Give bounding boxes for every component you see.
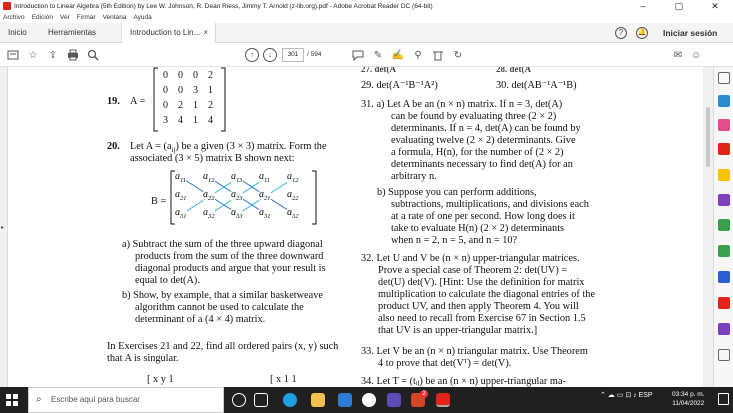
delete-icon[interactable] xyxy=(430,47,446,63)
maximize-button[interactable]: ▢ xyxy=(674,1,684,11)
matrix-b-entry: $a_{31}$ xyxy=(175,207,187,220)
more-tools-icon[interactable] xyxy=(718,349,730,361)
edit-pdf-icon[interactable] xyxy=(718,119,730,131)
tab-document-label: Introduction to Lin... xyxy=(130,28,201,37)
vertical-scrollbar[interactable] xyxy=(703,67,713,387)
comment-tool-icon[interactable] xyxy=(718,169,730,181)
matrix-b-entry: $a_{31}$ xyxy=(259,207,271,220)
cortana-icon[interactable] xyxy=(232,393,246,407)
matrix-b-entry: $a_{22}$ xyxy=(203,189,215,202)
export-pdf-icon[interactable] xyxy=(718,95,730,107)
exercise-32-line-7: that UV is an upper-triangular matrix.] xyxy=(378,325,538,336)
exercise-20b-line-1: b) Show, by example, that a similar basketweave xyxy=(122,290,323,301)
exercise-32-line-4: multiplication to calculate the diagonal entries of the xyxy=(378,289,596,300)
exercise-29: 29. det(A⁻¹B⁻¹A²) xyxy=(361,80,438,91)
exercise-20-text-2: associated (3 × 5) matrix B shown next: xyxy=(130,153,295,164)
right-tools-panel xyxy=(713,67,733,387)
exercise-34-line-1: 34. Let T = (tᵢⱼ) be an (n × n) upper-triangular ma- xyxy=(361,376,566,387)
exercise-31b-line-1: b) Suppose you can perform additions, xyxy=(377,187,537,198)
exercise-33-line-2: 4 to prove that det(Vᵀ) = det(V). xyxy=(378,358,512,369)
menu-ver[interactable]: Ver xyxy=(60,14,70,21)
exercise-21-matrix-start: [ x y 1 xyxy=(147,374,174,385)
create-pdf-tool-icon[interactable] xyxy=(718,143,730,155)
file-explorer-icon[interactable] xyxy=(311,393,325,407)
taskbar-clock[interactable]: 03:34 p. m. 11/04/2022 xyxy=(672,391,705,407)
matrix-b-entry: $a_{11}$ xyxy=(259,171,271,184)
matrix-19-entry: 0 xyxy=(178,70,183,81)
matrix-19-entry: 1 xyxy=(193,100,198,111)
menu-firmar[interactable]: Firmar xyxy=(76,14,96,21)
toolbar xyxy=(0,43,733,67)
exercise-20a-line-4: equal to det(A). xyxy=(135,275,200,286)
menu-bar xyxy=(0,12,733,23)
notifications-bell-icon[interactable]: 🔔 xyxy=(636,27,648,39)
user-sign-icon[interactable]: ☺ xyxy=(690,49,702,61)
matrix-19-entry: 4 xyxy=(208,115,213,126)
windows-start-icon[interactable] xyxy=(6,394,18,406)
taskbar-search-box[interactable] xyxy=(28,387,224,413)
matrix-b-entry: $a_{32}$ xyxy=(287,207,299,220)
exercise-31-line-4: evaluating twelve (2 × 2) determinants. Give xyxy=(391,135,576,146)
exercise-31-line-6: determinants necessary to find det(A) for an xyxy=(391,159,573,170)
matrix-b-entry: $a_{11}$ xyxy=(175,171,187,184)
zoom-icon[interactable] xyxy=(718,72,730,84)
exercise-30: 30. det(AB⁻¹A⁻¹B) xyxy=(496,80,577,91)
page-total: / 594 xyxy=(307,51,322,58)
matrix-19-entry: 4 xyxy=(178,115,183,126)
exercises-21-22-line-2: that A is singular. xyxy=(107,353,179,364)
matrix-b-lhs: B = xyxy=(151,196,167,207)
exercise-31b-line-5: when n = 2, n = 5, and n = 10? xyxy=(391,235,518,246)
matrix-19-entry: 0 xyxy=(193,70,198,81)
protect-icon[interactable] xyxy=(718,323,730,335)
close-tab-icon[interactable]: × xyxy=(203,28,208,37)
matrix-19-entry: 3 xyxy=(163,115,168,126)
page-number-input[interactable]: 301 xyxy=(282,48,304,62)
matrix-19-entry: 0 xyxy=(163,85,168,96)
matrix-b-entry: $a_{12}$ xyxy=(203,171,215,184)
tab-bar xyxy=(0,23,733,43)
matrix-b-entry: $a_{13}$ xyxy=(231,171,243,184)
help-icon[interactable]: ? xyxy=(615,27,627,39)
teams-app-icon[interactable] xyxy=(387,393,401,407)
exercise-32-line-2: Prove a special case of Theorem 2: det(UV) = xyxy=(378,265,568,276)
window-title: Introduction to Linear Algebra (5th Edition) by Lee W. Johnson, R. Dean Riess, Jimmy T. Arnold (z-lib.org).pdf - Adobe Acrobat Reader DC (64-bit) xyxy=(14,2,433,10)
print-icon[interactable] xyxy=(65,47,81,63)
search-icon: ⌕ xyxy=(36,394,42,405)
share-icon[interactable]: ⇪ xyxy=(48,49,58,61)
exercise-31b-line-2: subtractions, multiplications, and divisions each xyxy=(391,199,589,210)
windows-taskbar xyxy=(0,387,733,413)
menu-edicion[interactable]: Edición xyxy=(31,14,54,21)
signin-button[interactable]: Iniciar sesión xyxy=(663,28,718,38)
matrix-19-entry: 3 xyxy=(193,85,198,96)
matrix-b-entry: $a_{21}$ xyxy=(175,189,187,202)
exercise-32-line-3: det(U) det(V). [Hint: Use the definition for matrix xyxy=(378,277,585,288)
menu-ventana[interactable]: Ventana xyxy=(102,14,127,21)
organize-pages-icon[interactable] xyxy=(718,219,730,231)
send-for-signature-icon[interactable] xyxy=(718,297,730,309)
exercise-19-lhs: A = xyxy=(130,96,146,107)
exercise-31-line-2: can be found by evaluating three (2 × 2) xyxy=(391,111,557,122)
exercise-20b-line-2: algorithm cannot be used to calculate the xyxy=(135,302,304,313)
next-page-icon[interactable]: ↓ xyxy=(263,48,277,62)
close-window-button[interactable]: ✕ xyxy=(711,1,719,11)
matrix-b-entry: $a_{21}$ xyxy=(259,189,271,202)
edge-browser-icon[interactable] xyxy=(283,393,297,407)
exercise-20a-line-1: a) Subtract the sum of the three upward diagonal xyxy=(122,239,323,250)
matrix-b-entry: $a_{23}$ xyxy=(231,189,243,202)
matrix-19-entry: 0 xyxy=(163,100,168,111)
acrobat-app-icon xyxy=(3,2,11,10)
system-tray[interactable]: ⌃ ☁ ▭ ⊡ ♪ ESP xyxy=(600,392,653,399)
exercise-28-cut: 28. det(A xyxy=(496,67,531,74)
exercise-31-line-1: 31. a) Let A be an (n × n) matrix. If n = 3, det(A) xyxy=(361,99,563,110)
scan-ocr-icon[interactable] xyxy=(718,245,730,257)
highlight-pen-icon[interactable]: ✎ xyxy=(373,49,383,61)
exercise-22-matrix-start: [ x 1 1 xyxy=(270,374,297,385)
exercise-32-line-1: 32. Let U and V be (n × n) upper-triangular matrices. xyxy=(361,253,580,264)
tab-home[interactable]: Inicio xyxy=(8,28,27,37)
rotate-icon[interactable]: ↻ xyxy=(453,49,463,61)
matrix-b-entry: $a_{33}$ xyxy=(231,207,243,220)
exercise-19-number: 19. xyxy=(107,96,120,107)
exercise-20b-line-3: determinant of a (4 × 4) matrix. xyxy=(135,314,266,325)
task-view-icon[interactable] xyxy=(254,393,268,407)
bookmark-star-icon[interactable]: ☆ xyxy=(28,49,38,61)
previous-page-icon[interactable]: ↑ xyxy=(245,48,259,62)
chrome-browser-icon[interactable] xyxy=(362,393,376,407)
matrix-19-entry: 1 xyxy=(193,115,198,126)
tab-tools[interactable]: Herramientas xyxy=(48,28,97,37)
expand-panel-icon[interactable]: ▸ xyxy=(1,225,5,231)
fill-sign-icon[interactable] xyxy=(718,271,730,283)
matrix-19-entry: 2 xyxy=(178,100,183,111)
stamp-icon[interactable]: ⚲ xyxy=(414,49,422,61)
exercise-32-line-6: also need to recall from Exercise 67 in Section 1.5 xyxy=(378,313,586,324)
notification-center-icon[interactable] xyxy=(718,393,729,405)
matrix-19-entry: 2 xyxy=(208,100,213,111)
matrix-19-entry: 0 xyxy=(163,70,168,81)
menu-archivo[interactable]: Archivo xyxy=(3,14,25,21)
pdf-page-view xyxy=(8,67,703,387)
combine-files-icon[interactable] xyxy=(718,194,730,206)
minimize-button[interactable]: – xyxy=(640,1,646,11)
exercises-21-22-line-1: In Exercises 21 and 22, find all ordered pairs (x, y) such xyxy=(107,341,339,352)
matrix-19-entry: 2 xyxy=(208,70,213,81)
matrix-b-entry: $a_{32}$ xyxy=(203,207,215,220)
create-pdf-icon[interactable] xyxy=(5,47,21,63)
exercise-33-line-1: 33. Let V be an (n × n) triangular matrix. Use Theorem xyxy=(361,346,588,357)
office-app-icon[interactable] xyxy=(411,393,425,407)
exercise-27-cut: 27. det(A xyxy=(361,67,396,74)
exercise-31-line-5: a formula, H(n), for the number of (2 × 2) xyxy=(391,147,564,158)
exercise-20a-line-2: products from the sum of the three downward xyxy=(135,251,324,262)
comment-icon[interactable] xyxy=(350,47,366,63)
left-navigation-panel[interactable] xyxy=(0,67,8,387)
scrollbar-thumb[interactable] xyxy=(706,107,710,167)
notification-badge: 2 xyxy=(420,390,428,398)
exercise-31b-line-3: at a rate of one per second. How long does it xyxy=(391,211,575,222)
exercise-32-line-5: product UV, and then apply Theorem 4. You will xyxy=(378,301,579,312)
mail-icon[interactable]: ✉ xyxy=(673,49,683,61)
matrix-19-entry: 1 xyxy=(208,85,213,96)
exercise-31-line-3: determinants. If n = 4, det(A) can be found by xyxy=(391,123,581,134)
matrix-19-entry: 0 xyxy=(178,85,183,96)
exercise-20-number: 20. xyxy=(107,141,120,152)
window-titlebar xyxy=(0,0,733,12)
menu-ayuda[interactable]: Ayuda xyxy=(133,14,152,21)
matrix-b-entry: $a_{22}$ xyxy=(287,189,299,202)
taskbar-search-placeholder: Escribe aquí para buscar xyxy=(51,395,140,404)
exercise-31-line-7: arbitrary n. xyxy=(391,171,437,182)
draw-sign-icon[interactable]: ✍ xyxy=(391,49,405,61)
exercise-20-text-1: Let $A = (a_{ij})$ be a given (3 × 3) matrix. Form the xyxy=(130,141,327,155)
exercise-31b-line-4: take to evaluate H(n) (2 × 2) determinants xyxy=(391,223,565,234)
exercise-20a-line-3: diagonal products and argue that your result is xyxy=(135,263,326,274)
acrobat-taskbar-icon[interactable] xyxy=(436,393,450,407)
matrix-b-entry: $a_{12}$ xyxy=(287,171,299,184)
search-icon[interactable] xyxy=(85,47,101,63)
tab-document[interactable] xyxy=(121,23,216,44)
mail-app-icon[interactable] xyxy=(338,393,352,407)
